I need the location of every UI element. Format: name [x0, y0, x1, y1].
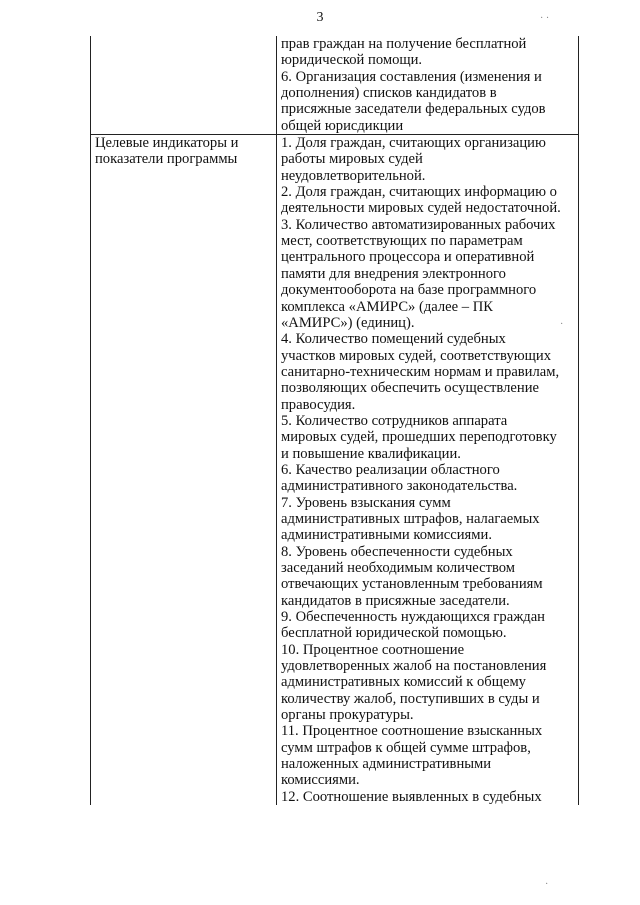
indicator-line: бесплатной юридической помощью.	[281, 625, 507, 642]
indicator-line: удовлетворенных жалоб на постановления	[281, 658, 547, 675]
table-row	[91, 135, 579, 806]
indicator-line: административными комиссиями.	[281, 527, 492, 544]
indicator-line: административных штрафов, налагаемых	[281, 510, 540, 527]
indicator-line: комплекса «АМИРС» (далее – ПК	[281, 298, 494, 315]
indicator-line: санитарно-техническим нормам и правилам,	[281, 363, 560, 380]
indicator-line: наложенных административными	[281, 756, 492, 773]
indicator-line: 4. Количество помещений судебных	[281, 331, 506, 348]
indicator-line: участков мировых судей, соответствующих	[281, 347, 551, 364]
scan-speck: ·	[560, 319, 564, 330]
indicator-line: органы прокуратуры.	[281, 707, 414, 724]
indicator-line: 1. Доля граждан, считающих организацию	[281, 135, 546, 152]
indicator-line: 9. Обеспеченность нуждающихся граждан	[281, 609, 545, 626]
scan-speck: · ·	[540, 13, 550, 24]
page-number: 3	[316, 10, 324, 25]
program-table	[90, 36, 579, 805]
indicator-line: количеству жалоб, поступивших в суды и	[281, 690, 540, 707]
label-line: показатели программы	[95, 151, 238, 168]
indicator-line: административных комиссий к общему	[281, 674, 526, 691]
indicator-line: заседаний необходимым количеством	[281, 560, 516, 576]
content-line: 6. Организация составления (изменения и	[281, 68, 542, 85]
indicator-line: неудовлетворительной.	[281, 167, 426, 184]
indicator-line: документооборота на базе программного	[281, 282, 537, 299]
indicator-line: «АМИРС») (единиц).	[281, 314, 415, 331]
indicators-list	[281, 135, 574, 805]
indicator-line: сумм штрафов к общей сумме штрафов,	[281, 739, 531, 756]
indicator-line: 8. Уровень обеспеченности судебных	[281, 543, 513, 560]
indicator-line: комиссиями.	[281, 772, 360, 789]
indicator-line: 2. Доля граждан, считающих информацию о	[281, 184, 557, 201]
indicator-line: мировых судей, прошедших переподготовку	[281, 429, 557, 446]
content-line: общей юрисдикции	[281, 117, 404, 134]
table-row	[91, 36, 579, 135]
indicator-line: отвечающих установленным требованиям	[281, 576, 543, 593]
scan-speck: ·	[545, 879, 549, 890]
content-line: юридической помощи.	[281, 52, 423, 69]
content-line: присяжные заседатели федеральных судов	[281, 101, 546, 118]
indicator-line: правосудия.	[281, 396, 356, 413]
indicator-line: и повышение квалификации.	[281, 445, 461, 462]
row-label-cell	[91, 36, 277, 135]
indicator-line: 3. Количество автоматизированных рабочих	[281, 216, 556, 233]
indicator-line: 7. Уровень взыскания сумм	[281, 494, 451, 511]
indicator-line: 12. Соотношение выявленных в судебных	[281, 788, 542, 805]
indicator-line: кандидатов в присяжные заседатели.	[281, 592, 510, 609]
indicator-line: деятельности мировых судей недостаточной.	[281, 200, 561, 217]
row-label-cell	[91, 135, 277, 806]
indicator-line: 5. Количество сотрудников аппарата	[281, 412, 508, 429]
indicator-line: 11. Процентное соотношение взысканных	[281, 723, 543, 740]
indicator-line: памяти для внедрения электронного	[281, 265, 506, 282]
label-line: Целевые индикаторы и	[95, 135, 239, 152]
content-block	[281, 36, 574, 134]
row-content-cell	[277, 135, 579, 806]
indicator-line: мест, соответствующих по параметрам	[281, 233, 523, 250]
row-content-cell	[277, 36, 579, 135]
indicator-line: 6. Качество реализации областного	[281, 461, 500, 478]
content-line: дополнения) списков кандидатов в	[281, 85, 497, 102]
indicator-line: позволяющих обеспечить осуществление	[281, 380, 539, 397]
indicator-line: административного законодательства.	[281, 478, 518, 495]
indicator-line: центрального процессора и оперативной	[281, 249, 535, 266]
indicator-line: 10. Процентное соотношение	[281, 641, 465, 658]
indicator-line: работы мировых судей	[281, 151, 423, 168]
content-line: прав граждан на получение бесплатной	[281, 36, 527, 52]
